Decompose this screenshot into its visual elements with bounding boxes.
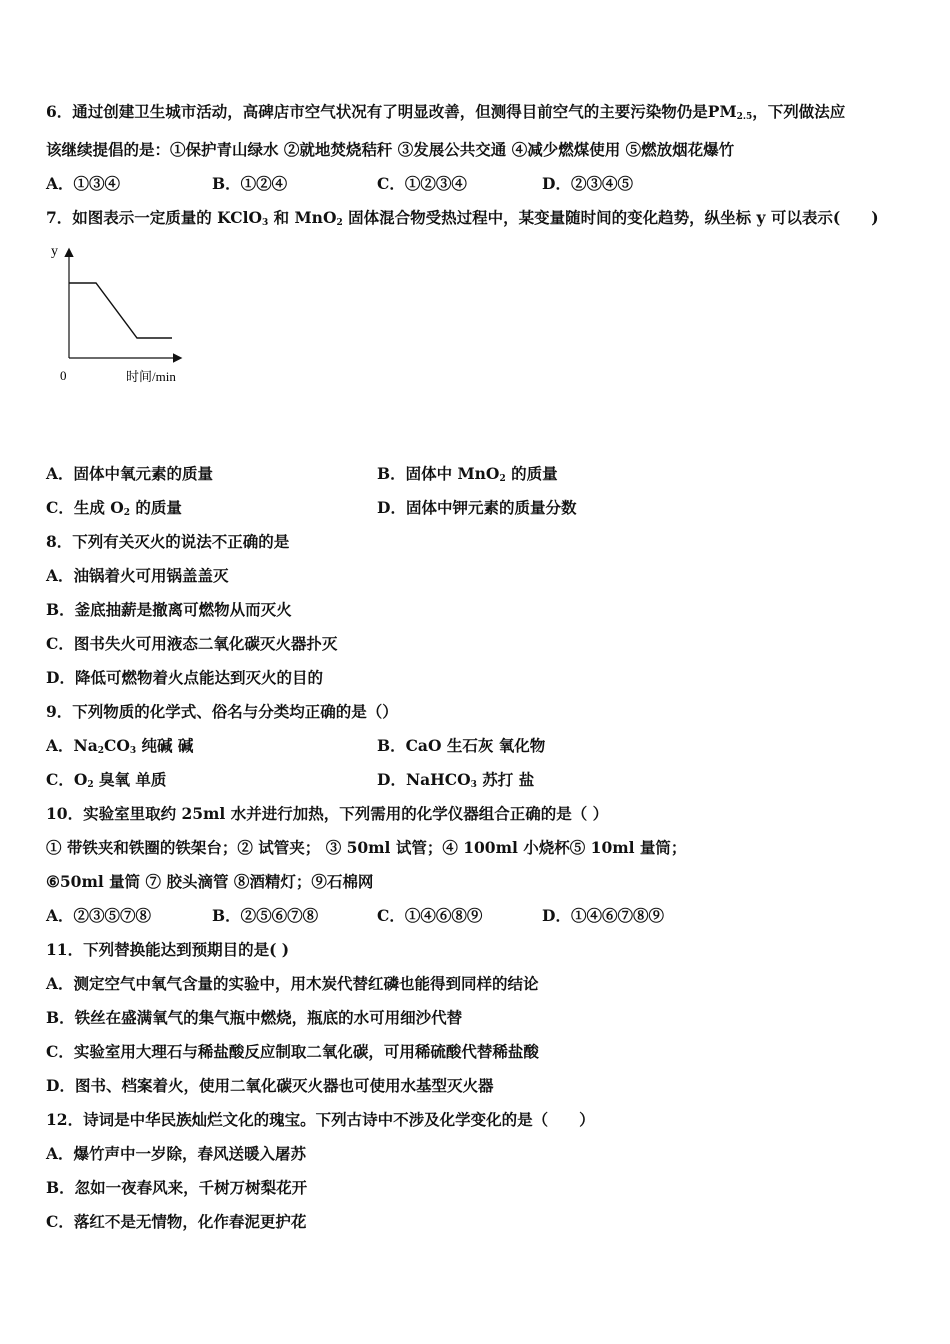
q10-stem: 10．实验室里取约 25ml 水并进行加热，下列需用的化学仪器组合正确的是（ ） <box>46 804 609 823</box>
q7-option-a: A．固体中氧元素的质量 <box>46 464 214 483</box>
q6-option-a: A．①③④ <box>46 174 121 193</box>
q12-stem: 12．诗词是中华民族灿烂文化的瑰宝。下列古诗中不涉及化学变化的是（ ） <box>46 1110 595 1129</box>
q11-option-d: D．图书、档案着火，使用二氧化碳灭火器也可使用水基型灭火器 <box>46 1076 494 1095</box>
q9-option-b: B．CaO 生石灰 氧化物 <box>377 736 546 755</box>
q12-option-a: A．爆竹声中一岁除，春风送暖入屠苏 <box>46 1144 307 1163</box>
q9-option-c: C．$O_2$ 臭氧 单质 <box>46 770 167 790</box>
q10-option-a: A．②③⑤⑦⑧ <box>46 906 152 925</box>
q9-option-d: D．NaHCO$_3$ 苏打 盐 <box>377 770 535 790</box>
q6-option-b: B．①②④ <box>212 174 288 193</box>
q10-option-c: C．①④⑥⑧⑨ <box>377 906 483 925</box>
q9-stem: 9．下列物质的化学式、俗名与分类均正确的是（） <box>46 702 398 721</box>
q8-stem: 8．下列有关灭火的说法不正确的是 <box>46 532 290 551</box>
q6-option-c: C．①②③④ <box>377 174 467 193</box>
q7-option-b: B．固体中 MnO$_2$ 的质量 <box>377 464 558 484</box>
q7-stem: 7．如图表示一定质量的 KClO$_3$ 和 MnO$_2$ 固体混合物受热过程中，某变量随时间的变化趋势，纵坐标 y 可以表示( ) <box>46 208 879 228</box>
q8-option-d: D．降低可燃物着火点能达到灭火的目的 <box>46 668 323 687</box>
q10-items-line2: ⑥50ml 量筒 ⑦ 胶头滴管 ⑧酒精灯；⑨石棉网 <box>46 872 374 891</box>
q8-option-a: A．油锅着火可用锅盖盖灭 <box>46 566 229 585</box>
q7-graph <box>40 238 210 388</box>
q11-option-b: B．铁丝在盛满氧气的集气瓶中燃烧，瓶底的水可用细沙代替 <box>46 1008 463 1027</box>
q7-option-c: C．生成 $O_2$ 的质量 <box>46 498 182 518</box>
q7-option-d: D．固体中钾元素的质量分数 <box>377 498 577 517</box>
q11-option-c: C．实验室用大理石与稀盐酸反应制取二氧化碳，可用稀硫酸代替稀盐酸 <box>46 1042 539 1061</box>
q8-option-b: B．釜底抽薪是撤离可燃物从而灭火 <box>46 600 292 619</box>
q12-option-c: C．落红不是无情物，化作春泥更护花 <box>46 1212 307 1231</box>
q10-option-b: B．②⑤⑥⑦⑧ <box>212 906 319 925</box>
q6-stem-line1: 6．通过创建卫生城市活动，高碑店市空气状况有了明显改善，但测得目前空气的主要污染物仍是$PM_{2.5}$，下列做法应 <box>46 102 846 122</box>
q10-items-line1: ① 带铁夹和铁圈的铁架台；② 试管夹； ③ 50ml 试管；④ 100ml 小烧杯⑤ 10ml 量筒； <box>46 838 687 857</box>
x-axis-label: 时间/min <box>126 369 176 384</box>
q11-option-a: A．测定空气中氧气含量的实验中，用木炭代替红磷也能得到同样的结论 <box>46 974 539 993</box>
graph-curve <box>69 283 172 338</box>
q12-option-b: B．忽如一夜春风来，千树万树梨花开 <box>46 1178 308 1197</box>
q10-option-d: D．①④⑥⑦⑧⑨ <box>542 906 664 925</box>
origin-label: 0 <box>60 368 67 383</box>
q8-option-c: C．图书失火可用液态二氧化碳灭火器扑灭 <box>46 634 338 653</box>
q9-option-a: A．$Na_2CO_3$ 纯碱 碱 <box>46 736 194 756</box>
q6-stem-line2: 该继续提倡的是：①保护青山绿水 ②就地焚烧秸秆 ③发展公共交通 ④减少燃煤使用 ⑤燃放烟花爆竹 <box>46 140 735 159</box>
q6-option-d: D．②③④⑤ <box>542 174 633 193</box>
q11-stem: 11．下列替换能达到预期目的是( ) <box>46 940 290 959</box>
y-axis-label: y <box>51 244 58 259</box>
